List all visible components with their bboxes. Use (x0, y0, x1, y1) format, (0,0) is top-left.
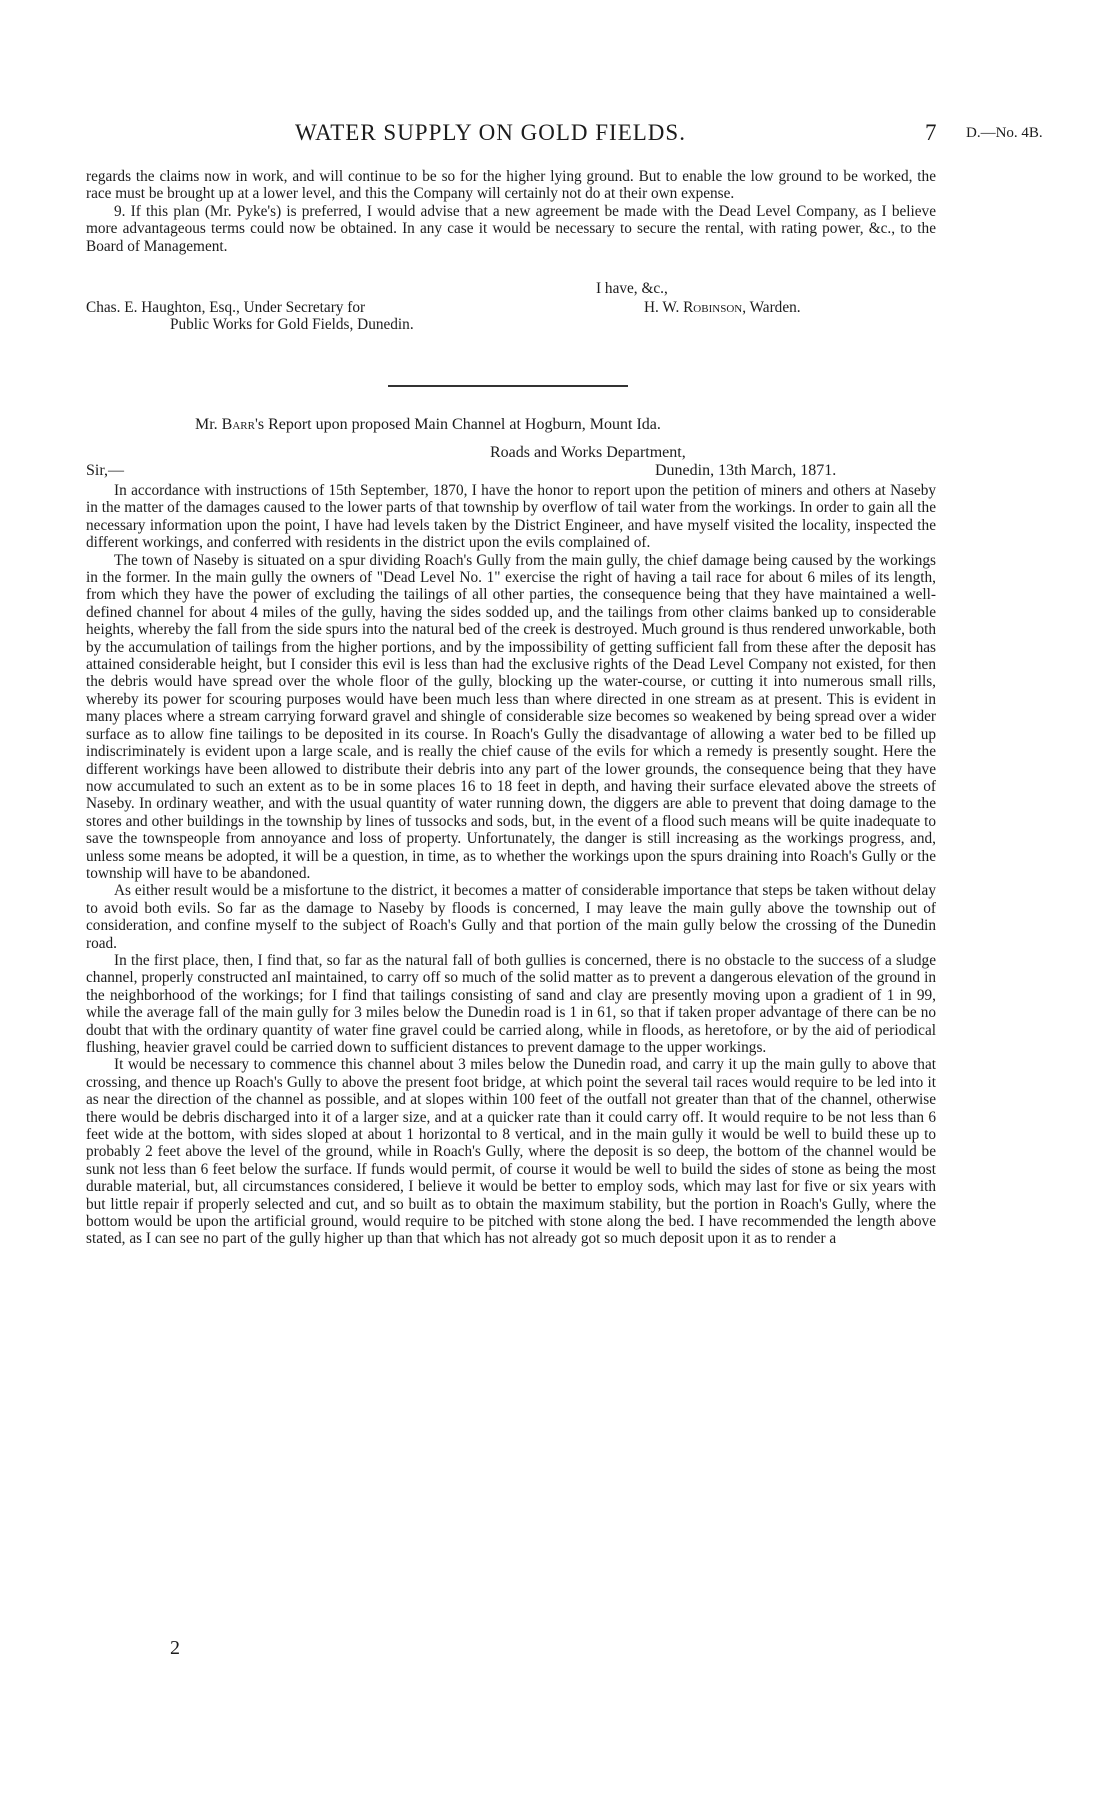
report-body (86, 482, 936, 1248)
document-reference: D.—No. 4B. (966, 125, 1043, 141)
heading-name: Barr (221, 416, 255, 433)
page-number: 7 (925, 120, 937, 145)
signature (644, 299, 801, 317)
addressee-line: Chas. E. Haughton, Esq., Under Secretary for (86, 299, 366, 316)
letter-paragraph: 9. If this plan (Mr. Pyke's) is preferred, I would advise that a new agreement be made with the Dead Level Company, as I believe more advantageous terms could now be obtained. In any case it would be necessary to secure the rental, with rating power, &c., to the Board of Management. (86, 202, 936, 255)
heading-prefix: Mr. (195, 416, 218, 433)
signature-title: , Warden. (742, 299, 801, 316)
report-heading (195, 416, 661, 434)
department-line: Roads and Works Department, (490, 444, 686, 461)
report-paragraph: In the first place, then, I find that, so far as the natural fall of both gullies is concerned, there is no obstacle to the success of a sludge channel, properly constructed anI maintained, to carry off so much of the solid matter as to prevent a dangerous elevation of the ground in the neighborhood of the workings; for I find that tailings consisting of sand and clay are presently moving upon a gradient of 1 in 99, while the average fall of the main gully for 3 miles below the Dunedin road is 1 in 61, so that if taken proper advantage of there can be no doubt that with the ordinary quantity of water fine gravel could be carried along, while in floods, as heretofore, or by the aid of periodical flushing, heavier gravel could be carried down to sufficient distances to prevent damage to the upper workings. (86, 951, 936, 1056)
section-divider (388, 385, 628, 387)
letter-paragraph: regards the claims now in work, and will continue to be so for the higher lying ground. But to enable the low ground to be worked, the race must be brought up at a lower level, and this the Company will certainly not do at their own expense. (86, 168, 936, 203)
signature-initials: H. W. (644, 299, 680, 316)
report-paragraph: It would be necessary to commence this channel about 3 miles below the Dunedin road, and carry it up the main gully to above that crossing, and thence up Roach's Gully to above the present foot bridge, at which point the several tail races would require to be led into it as near the direction of the channel as possible, and at slopes within 100 feet of the outfall not greater than that of the channel, otherwise there would be debris discharged into it of a larger size, and at a quicker rate than it could carry off. It would require to be not less than 6 feet wide at the bottom, with sides sloped at about 1 horizontal to 8 vertical, and in the main gully it would be well to build these up to probably 2 feet above the level of the ground, while in Roach's Gully, where the deposit is so deep, the bottom of the channel would be sunk not less than 6 feet below the surface. If funds would permit, of course it would be well to build the sides of stone as being the most durable material, but, all circumstances considered, I believe it would be better to employ sods, which may last for five or six years with but little repair if properly selected and cut, and so built as to obtain the maximum stability, but the portion in Roach's Gully, where the bottom would be upon the artificial ground, would require to be pitched with stone along the bed. I have recommended the length above stated, as I can see no part of the gully higher up than that which has not already got so much deposit upon it as to render a (86, 1056, 936, 1248)
report-paragraph: As either result would be a misfortune to the district, it becomes a matter of considerable importance that steps be taken without delay to avoid both evils. So far as the damage to Naseby by floods is concerned, I may leave the main gully above the township out of consideration, and confine myself to the subject of Roach's Gully and that portion of the main gully below the crossing of the Dunedin road. (86, 882, 936, 952)
addressee-line: Public Works for Gold Fields, Dunedin. (170, 316, 414, 333)
heading-rest: 's Report upon proposed Main Channel at Hogburn, Mount Ida. (254, 416, 661, 433)
report-paragraph: The town of Naseby is situated on a spur dividing Roach's Gully from the main gully, the chief damage being caused by the workings in the former. In the main gully the owners of "Dead Level No. 1" exercise the right of having a tail race for about 6 miles of its length, from which they have the power of excluding the tailings of all other parties, the consequence being that they have maintained a well-defined channel for about 4 miles of the gully, having the sides sodded up, and the tailings from other claims banked up to considerable heights, whereby the fall from the side spurs into the natural bed of the creek is destroyed. Much ground is thus rendered unworkable, both by the accumulation of tailings from the higher portions, and by the impossibility of getting sufficient fall from these after the deposit has attained considerable height, but I consider this evil is less than had the exclusive rights of the Dead Level Company not existed, for then the debris would have spread over the whole floor of the gully, blocking up the water-course, or cutting it into numerous small rills, whereby its power for scouring purposes would have been much less than where directed in one stream as at present. This is evident in many places where a stream carrying forward gravel and shingle of considerable size becomes so weakened by being spread over a wider surface as to allow fine tailings to be deposited in its course. In Roach's Gully the disadvantage of allowing a water bed to be filled up indiscriminately is evident upon a large scale, and is really the chief cause of the evils for which a remedy is presently sought. Here the different workings have been allowed to distribute their debris into any part of the lower grounds, the consequence being that they have now accumulated to such an extent as to be in some places 16 to 18 feet in depth, and having their surface elevated above the streets of Naseby. In ordinary weather, and with the usual quantity of water running down, the diggers are able to prevent that doing damage to the stores and other buildings in the township by lines of tussocks and sods, but, in the event of a flood such means will be quite inadequate to save the townspeople from annoyance and loss of property. Unfortunately, the danger is still increasing as the workings progress, and, unless some means be adopted, it will be a question, in time, as to whether the workings upon the spurs draining into Roach's Gully or the township will have to be abandoned. (86, 551, 936, 882)
salutation: Sir,— (86, 462, 125, 479)
letter-body (86, 168, 936, 255)
report-paragraph: In accordance with instructions of 15th September, 1870, I have the honor to report upon the petition of miners and others at Naseby in the matter of the damages caused to the lower parts of that township by overflow of tail water from the workings. In order to gain all the necessary information upon the point, I have had levels taken by the District Engineer, and have myself visited the locality, inspected the different workings, and conferred with residents in the district upon the evils complained of. (86, 482, 936, 552)
signature-folio: 2 (170, 1637, 180, 1659)
signature-name: Robinson (683, 299, 743, 316)
letter-closing: I have, &c., (596, 280, 668, 297)
running-head-title: WATER SUPPLY ON GOLD FIELDS. (295, 120, 686, 145)
dateline: Dunedin, 13th March, 1871. (655, 462, 837, 479)
